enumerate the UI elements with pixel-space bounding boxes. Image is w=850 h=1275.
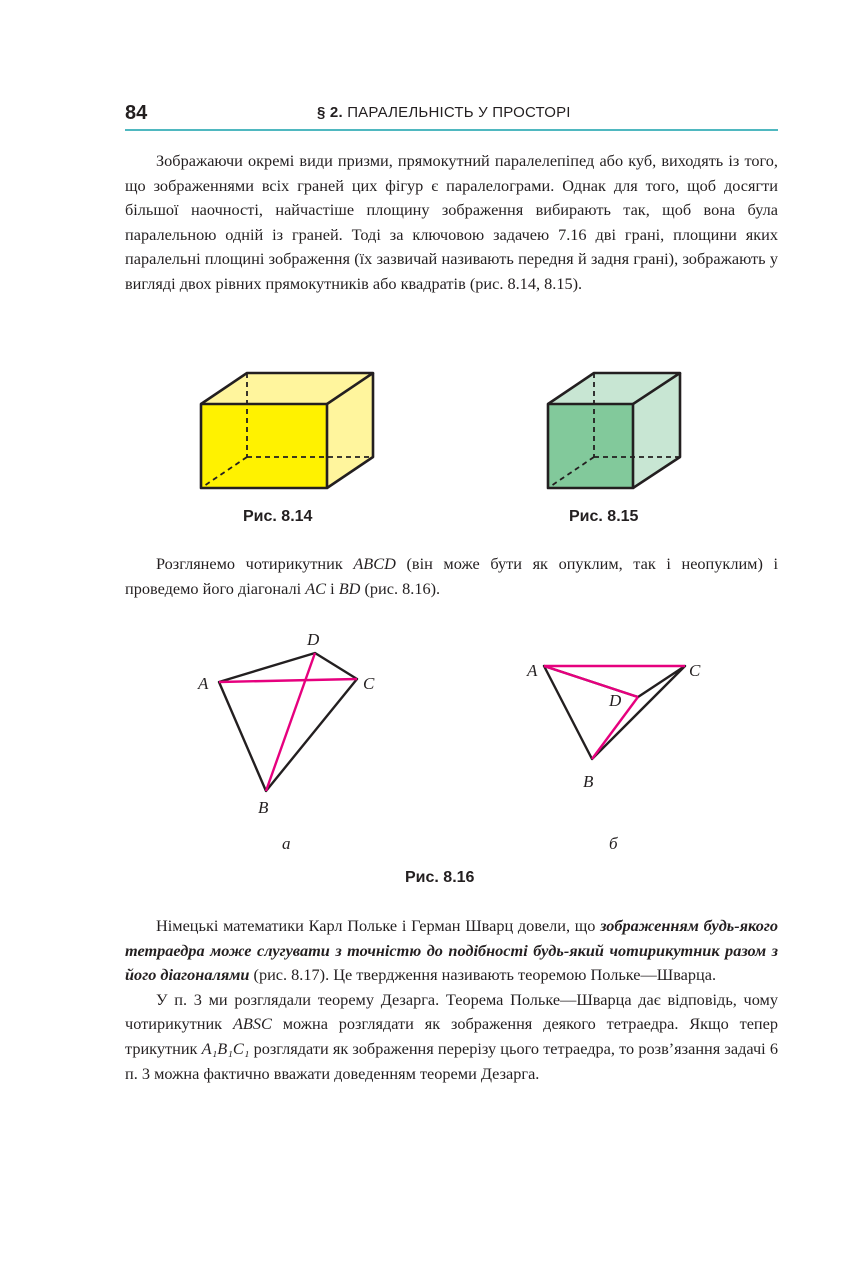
running-head bbox=[317, 104, 571, 121]
caption-fig-8-14: Рис. 8.14 bbox=[243, 508, 313, 525]
vertex-c-label: C bbox=[363, 674, 375, 693]
page-header bbox=[125, 100, 778, 130]
vertex-b-label: B bbox=[258, 798, 269, 817]
vertex-c-label: C bbox=[689, 661, 701, 680]
figure-8-14-rectangular-prism bbox=[195, 368, 380, 493]
triangle-a1b1c1: A₁B₁C₁ bbox=[201, 1038, 250, 1058]
cube-front-face bbox=[548, 404, 633, 488]
paragraph-text: Зображаючи окремі види призми, прямокутний паралелепіпед або куб, виходять із того, що зображеннями всіх граней цих фігур є паралелограми. Однак для того, щоб досягти більшої наочності, найчастіше площину зображення вибирають так, щоб вона була паралельною одній із граней. Тоді за ключовою задачею 7.16 дві грані, площини яких паралельні площині зображення (їх зазвичай називають передня й задня грані), зображають у вигляді двох рівних прямокутників або квадратів (рис. 8.14, 8.15). bbox=[125, 151, 778, 293]
text-run: можна розглядати як зображення деякого тетраедра. Якщо тепер трикутник bbox=[125, 1014, 779, 1058]
vertex-a-label: A bbox=[198, 674, 209, 693]
quadrilateral-outline bbox=[544, 666, 685, 759]
paragraph-theorem bbox=[125, 914, 778, 1086]
vertex-d-label: D bbox=[609, 691, 622, 710]
sublabel-a: а bbox=[282, 834, 291, 853]
diagonal-bd: BD bbox=[338, 578, 361, 598]
paragraph-text bbox=[125, 552, 778, 601]
vertex-a-label: A bbox=[527, 661, 538, 680]
figure-8-16b-nonconvex-quadrilateral bbox=[520, 648, 720, 808]
paragraph-intro bbox=[125, 149, 778, 297]
text-run: Німецькі математики Карл Польке і Герман Шварц довели, що bbox=[156, 916, 601, 935]
text-run: У п. 3 ми розглядали теорему Дезарга. Теорема Польке—Шварца дає відповідь, чому чотирикутник bbox=[125, 989, 778, 1034]
section-mark: § 2. bbox=[317, 104, 343, 121]
paragraph-desargues bbox=[125, 988, 778, 1086]
text-run: Розглянемо чотирикутник bbox=[156, 554, 354, 573]
diagonal-bd-line bbox=[266, 653, 315, 791]
page-number: 84 bbox=[125, 102, 148, 124]
quadrilateral-name: ABCD bbox=[353, 554, 396, 573]
header-rule bbox=[125, 129, 778, 131]
text-run: розглядати як зображення перерізу цього тетраедра, то розв’язання задачі 6 п. 3 можна фактично вважати доведенням теореми Дезарга. bbox=[125, 1038, 778, 1083]
quadrilateral-absc: ABSC bbox=[232, 1014, 272, 1034]
text-run: і bbox=[326, 578, 339, 598]
text-run: (рис. 8.17). Це твердження називають теоремою Польке—Шварца. bbox=[249, 965, 717, 985]
paragraph-polke-schwarz bbox=[125, 914, 778, 988]
figure-8-16a-convex-quadrilateral bbox=[190, 625, 390, 825]
text-run: (він може бути як опуклим, так і неопуклим) і проведемо його діагоналі bbox=[125, 554, 779, 598]
prism-front-face bbox=[201, 404, 327, 488]
diagonal-ac: AC bbox=[305, 578, 327, 598]
text-run: (рис. 8.16). bbox=[360, 578, 441, 598]
theorem-statement: зображенням будь-якого тетраедра може слугувати з точністю до подібності будь-який чотирикутник разом з його діагоналями bbox=[125, 916, 778, 985]
quadrilateral-outline bbox=[219, 653, 357, 791]
diagonal-ac-line bbox=[219, 679, 357, 682]
vertex-b-label: B bbox=[583, 772, 594, 791]
vertex-d-label: D bbox=[307, 630, 320, 649]
sublabel-b: б bbox=[609, 834, 618, 853]
section-title: ПАРАЛЕЛЬНІСТЬ У ПРОСТОРІ bbox=[347, 104, 571, 121]
figure-8-15-cube bbox=[542, 368, 687, 493]
caption-fig-8-16: Рис. 8.16 bbox=[405, 869, 475, 886]
caption-fig-8-15: Рис. 8.15 bbox=[569, 508, 639, 525]
paragraph-quadrilateral bbox=[125, 552, 778, 601]
